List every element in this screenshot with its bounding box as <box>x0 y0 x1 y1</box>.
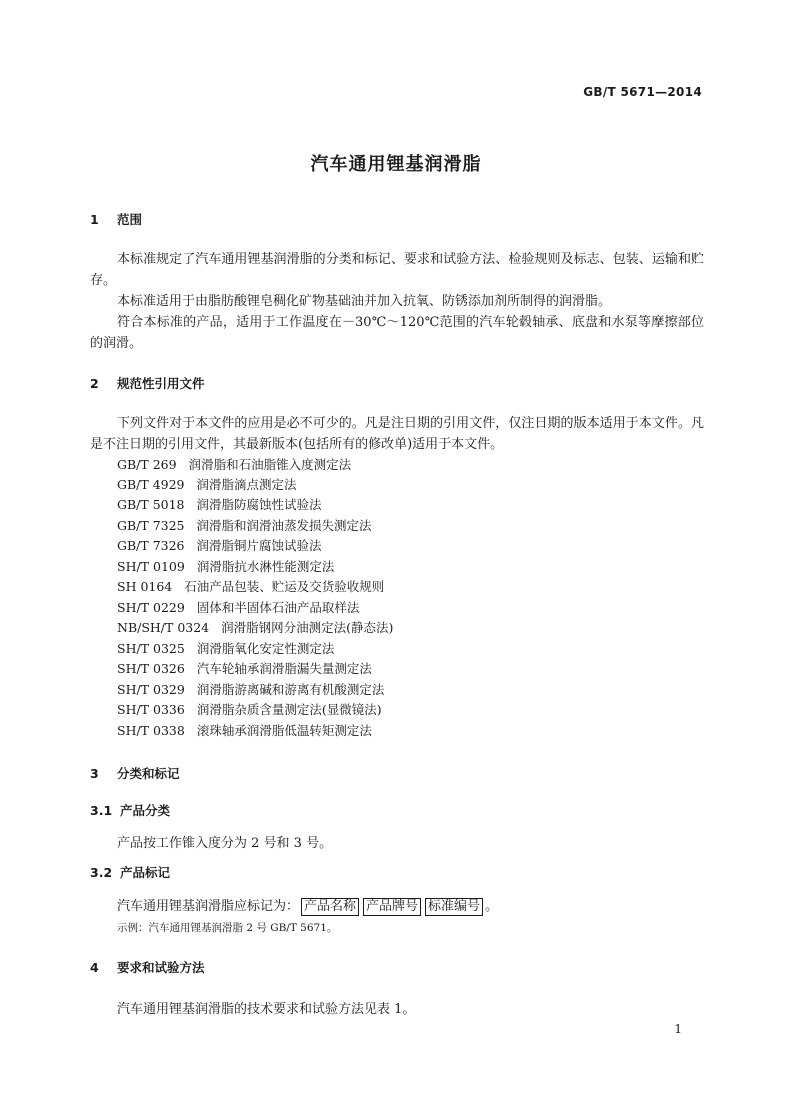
standard-code: GB/T 5671—2014 <box>583 85 702 99</box>
reference-code: SH/T 0338 <box>117 723 185 738</box>
section-4-heading <box>90 958 205 976</box>
reference-title: 润滑脂和石油脂锥入度测定法 <box>188 457 352 472</box>
reference-title: 汽车轮轴承润滑脂漏失量测定法 <box>196 661 372 676</box>
section-2-heading <box>90 374 205 392</box>
reference-title: 润滑脂铜片腐蚀试验法 <box>196 538 322 553</box>
page-number: 1 <box>674 1022 682 1036</box>
section-3-heading <box>90 764 180 782</box>
reference-item <box>117 682 384 698</box>
marking-example: 示例：汽车通用锂基润滑脂 2 号 GB/T 5671。 <box>117 922 338 934</box>
section-number: 2 <box>90 376 99 391</box>
reference-item <box>117 497 322 513</box>
reference-code: SH/T 0325 <box>117 641 185 656</box>
standard-number-box: 标准编号 <box>425 898 483 916</box>
marking-suffix: 。 <box>485 899 499 914</box>
reference-title: 润滑脂防腐蚀性试验法 <box>196 497 322 512</box>
section-number: 3.1 <box>90 803 113 818</box>
classification-text: 产品按工作锥入度分为 2 号和 3 号。 <box>117 836 333 851</box>
reference-title: 滚珠轴承润滑脂低温转矩测定法 <box>196 723 372 738</box>
reference-code: GB/T 4929 <box>117 477 185 492</box>
reference-title: 石油产品包装、贮运及交货验收规则 <box>184 579 385 594</box>
product-grade-box: 产品牌号 <box>363 898 421 916</box>
marking-prefix: 汽车通用锂基润滑脂应标记为： <box>117 899 300 914</box>
section-number: 4 <box>90 960 99 975</box>
section-title: 范围 <box>117 212 143 227</box>
reference-item <box>117 477 297 493</box>
reference-title: 润滑脂滴点测定法 <box>196 477 297 492</box>
section-title: 要求和试验方法 <box>117 960 205 975</box>
reference-title: 润滑脂杂质含量测定法(显微镜法) <box>196 702 382 717</box>
reference-code: SH/T 0326 <box>117 661 185 676</box>
reference-item <box>117 559 334 575</box>
reference-item <box>117 457 351 473</box>
section-3-1-heading <box>90 801 170 819</box>
reference-item <box>117 518 372 534</box>
section-1-heading <box>90 210 142 228</box>
reference-code: GB/T 5018 <box>117 497 185 512</box>
reference-code: SH/T 0229 <box>117 600 185 615</box>
reference-code: GB/T 7326 <box>117 538 185 553</box>
reference-item <box>117 620 393 636</box>
requirements-text: 汽车通用锂基润滑脂的技术要求和试验方法见表 1。 <box>117 1002 416 1017</box>
reference-code: NB/SH/T 0324 <box>117 620 210 635</box>
paragraph: 本标准适用于由脂肪酸锂皂稠化矿物基础油并加入抗氧、防锈添加剂所制得的润滑脂。 <box>117 294 612 309</box>
reference-title: 润滑脂游离碱和游离有机酸测定法 <box>196 682 385 697</box>
reference-code: SH 0164 <box>117 579 173 594</box>
reference-item <box>117 538 322 554</box>
reference-item <box>117 600 359 616</box>
section-number: 3.2 <box>90 865 113 880</box>
reference-code: SH/T 0109 <box>117 559 185 574</box>
reference-title: 润滑脂和润滑油蒸发损失测定法 <box>196 518 372 533</box>
page-title: 汽车通用锂基润滑脂 <box>310 154 482 175</box>
reference-item <box>117 579 384 595</box>
section-title: 产品分类 <box>120 803 171 818</box>
reference-code: SH/T 0336 <box>117 702 185 717</box>
product-name-box: 产品名称 <box>301 898 359 916</box>
reference-title: 润滑脂抗水淋性能测定法 <box>196 559 335 574</box>
reference-item <box>117 641 334 657</box>
section-number: 1 <box>90 212 99 227</box>
marking-line <box>117 895 498 916</box>
reference-code: GB/T 269 <box>117 457 177 472</box>
section-title: 规范性引用文件 <box>117 376 205 391</box>
reference-item <box>117 661 372 677</box>
reference-title: 润滑脂氧化安定性测定法 <box>196 641 335 656</box>
reference-item <box>117 702 382 718</box>
paragraph: 下列文件对于本文件的应用是必不可少的。凡是注日期的引用文件，仅注日期的版本适用于本文件。凡是不注日期的引用文件，其最新版本(包括所有的修改单)适用于本文件。 <box>90 416 704 452</box>
section-title: 产品标记 <box>120 865 171 880</box>
paragraph: 本标准规定了汽车通用锂基润滑脂的分类和标记、要求和试验方法、检验规则及标志、包装、运输和贮存。 <box>90 252 704 288</box>
reference-title: 固体和半固体石油产品取样法 <box>196 600 360 615</box>
reference-item <box>117 723 372 739</box>
section-3-2-heading <box>90 863 170 881</box>
paragraph: 符合本标准的产品，适用于工作温度在－30℃～120℃范围的汽车轮毂轴承、底盘和水泵等摩擦部位的润滑。 <box>90 315 704 351</box>
reference-title: 润滑脂钢网分油测定法(静态法) <box>221 620 394 635</box>
reference-code: GB/T 7325 <box>117 518 185 533</box>
reference-code: SH/T 0329 <box>117 682 185 697</box>
section-title: 分类和标记 <box>117 766 180 781</box>
section-number: 3 <box>90 766 99 781</box>
